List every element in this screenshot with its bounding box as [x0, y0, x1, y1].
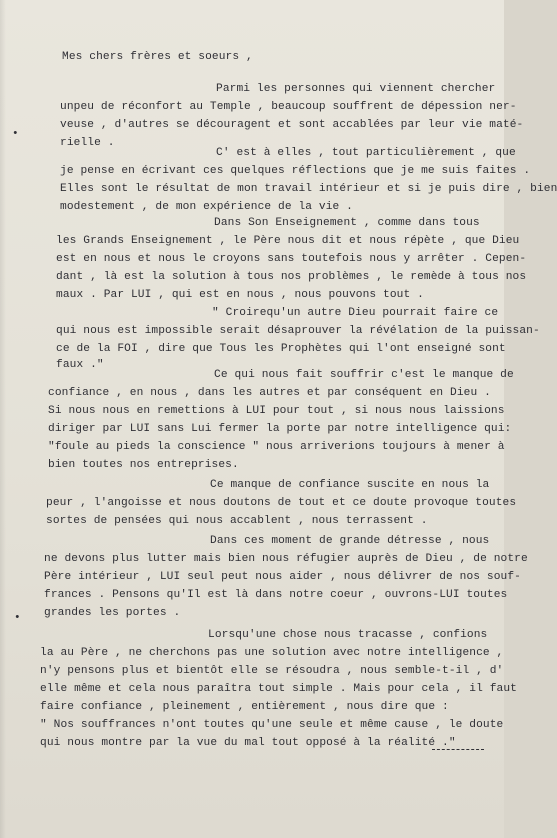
text-line: diriger par LUI sans Lui fermer la porte par notre intelligence qui:	[48, 423, 512, 435]
text-line: qui nous est impossible serait désaprouver la révélation de la puissan-	[56, 325, 540, 337]
text-line: veuse , d'autres se découragent et sont accablées par leur vie maté-	[60, 119, 524, 131]
text-line: Parmi les personnes qui viennent chercher	[216, 83, 496, 95]
text-line: Si nous nous en remettions à LUI pour tout , si nous nous laissions	[48, 405, 505, 417]
text-line: Dans ces moment de grande détresse , nous	[210, 535, 490, 547]
text-line: grandes les portes .	[44, 607, 181, 619]
text-line: " Croirequ'un autre Dieu pourrait faire ce	[212, 307, 499, 319]
text-line: modestement , de mon expérience de la vie .	[60, 201, 353, 213]
text-line: Ce manque de confiance suscite en nous la	[210, 479, 490, 491]
text-line: bien toutes nos entreprises.	[48, 459, 239, 471]
text-line: C' est à elles , tout particulièrement , que	[216, 147, 516, 159]
text-line: la au Père , ne cherchons pas une solution avec notre intelligence ,	[40, 647, 504, 659]
text-line: faire confiance , pleinement , entièrement , nous dire que :	[40, 701, 449, 713]
text-line: confiance , en nous , dans les autres et par conséquent en Dieu .	[48, 387, 491, 399]
text-line: Elles sont le résultat de mon travail intérieur et si je puis dire , bien	[60, 183, 557, 195]
text-line: qui nous montre par la vue du mal tout opposé à la réalité ."	[40, 737, 456, 749]
text-line: elle même et cela nous paraîtra tout simple . Mais pour cela , il faut	[40, 683, 517, 695]
text-line: faux ."	[56, 359, 104, 371]
text-line: ne devons plus lutter mais bien nous réfugier auprès de Dieu , de notre	[44, 553, 528, 565]
text-line: peur , l'angoisse et nous doutons de tout et ce doute provoque toutes	[46, 497, 517, 509]
text-line: unpeu de réconfort au Temple , beaucoup souffrent de dépession ner-	[60, 101, 517, 113]
text-line: sortes de pensées qui nous accablent , nous terrassent .	[46, 515, 428, 527]
margin-dot: •	[14, 612, 21, 624]
text-line: Lorsqu'une chose nous tracasse , confions	[208, 629, 488, 641]
text-line: " Nos souffrances n'ont toutes qu'une seule et même cause , le doute	[40, 719, 504, 731]
text-line: rielle .	[60, 137, 115, 149]
text-line: Ce qui nous fait souffrir c'est le manque de	[214, 369, 514, 381]
text-line: je pense en écrivant ces quelques réflections que je me suis faites .	[60, 165, 531, 177]
text-line: est en nous et nous le croyons sans toutefois nous y arrêter . Cepen-	[56, 253, 527, 265]
text-line: Dans Son Enseignement , comme dans tous	[214, 217, 480, 229]
margin-dot: •	[12, 128, 19, 140]
text-line: n'y pensons plus et bientôt elle se résoudra , nous semble-t-il , d'	[40, 665, 504, 677]
salutation: Mes chers frères et soeurs ,	[62, 51, 253, 63]
text-line: dant , là est la solution à tous nos problèmes , le remède à tous nos	[56, 271, 527, 283]
text-line: maux . Par LUI , qui est en nous , nous pouvons tout .	[56, 289, 424, 301]
text-line: frances . Pensons qu'Il est là dans notre coeur , ouvrons-LUI toutes	[44, 589, 508, 601]
text-line: "foule au pieds la conscience " nous arriverions toujours à mener à	[48, 441, 505, 453]
text-line: ce de la FOI , dire que Tous les Prophètes qui l'ont enseigné sont	[56, 343, 506, 355]
underline-mark	[432, 749, 484, 751]
text-line: les Grands Enseignement , le Père nous dit et nous répète , que Dieu	[56, 235, 520, 247]
text-line: Père intérieur , LUI seul peut nous aider , nous délivrer de nos souf-	[44, 571, 521, 583]
